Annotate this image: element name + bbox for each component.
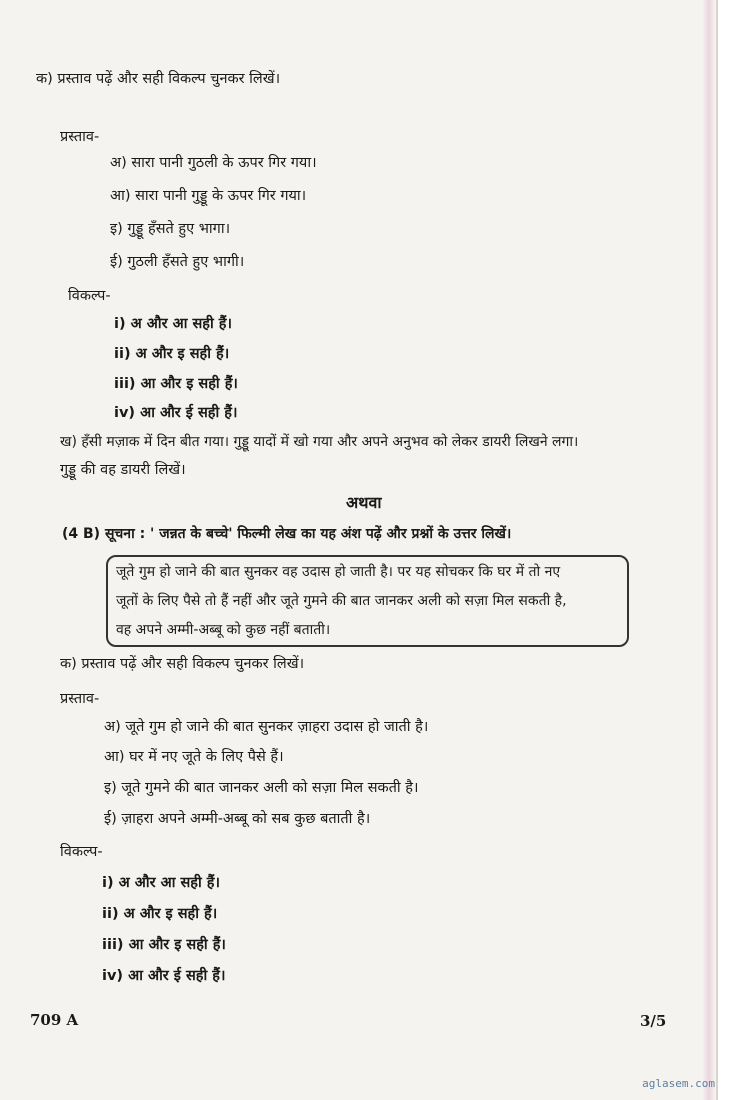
page-number: 3/5 — [640, 1012, 667, 1030]
watermark: aglasem.com — [642, 1077, 715, 1090]
part-a-statement: ई) गुठली हँसते हुए भागी। — [110, 254, 245, 270]
section-4b-statement: अ) जूते गुम हो जाने की बात सुनकर ज़ाहरा उदास हो जाती है। — [104, 719, 429, 735]
part-a-option: ii) अ और इ सही हैं। — [114, 346, 230, 362]
footer-code: 709 A — [30, 1011, 79, 1029]
section-4b-statement: इ) जूते गुमने की बात जानकर अली को सज़ा मिल सकती है। — [104, 780, 419, 796]
section-4b-instruction: क) प्रस्ताव पढ़ें और सही विकल्प चुनकर लिखें। — [60, 656, 305, 672]
section-4b-vikalp-label: विकल्प- — [60, 844, 103, 860]
part-a-statement: इ) गुड्डू हँसते हुए भागा। — [110, 221, 231, 237]
part-b-line2: गुड्डू की वह डायरी लिखें। — [60, 462, 186, 478]
passage-line: वह अपने अम्मी-अब्बू को कुछ नहीं बताती। — [116, 622, 331, 638]
part-a-prastav-label: प्रस्ताव- — [60, 129, 100, 145]
section-4b-option: ii) अ और इ सही हैं। — [102, 906, 218, 922]
page-edge — [703, 0, 716, 1100]
part-a-instruction: क) प्रस्ताव पढ़ें और सही विकल्प चुनकर लिखें। — [36, 71, 281, 87]
passage-line: जूतों के लिए पैसे तो हैं नहीं और जूते गुमने की बात जानकर अली को सज़ा मिल सकती है, — [116, 593, 567, 609]
part-a-option: iv) आ और ई सही हैं। — [114, 405, 238, 421]
athva-heading: अथवा — [346, 493, 382, 512]
passage-line: जूते गुम हो जाने की बात सुनकर वह उदास हो जाती है। पर यह सोचकर कि घर में तो नए — [116, 564, 561, 580]
section-4b-option: i) अ और आ सही हैं। — [102, 875, 220, 891]
part-a-statement: अ) सारा पानी गुठली के ऊपर गिर गया। — [110, 155, 317, 171]
section-4b-statement: ई) ज़ाहरा अपने अम्मी-अब्बू को सब कुछ बताती है। — [104, 811, 371, 827]
part-b-line1: ख) हँसी मज़ाक में दिन बीत गया। गुड्डू यादों में खो गया और अपने अनुभव को लेकर डायरी लिखने लगा। — [60, 434, 579, 450]
section-4b-option: iv) आ और ई सही हैं। — [102, 968, 226, 984]
part-a-option: iii) आ और इ सही हैं। — [114, 376, 238, 392]
part-a-statement: आ) सारा पानी गुड्डू के ऊपर गिर गया। — [110, 188, 307, 204]
section-4b-statement: आ) घर में नए जूते के लिए पैसे हैं। — [104, 749, 284, 765]
part-a-option: i) अ और आ सही हैं। — [114, 316, 232, 332]
section-4b-option: iii) आ और इ सही हैं। — [102, 937, 226, 953]
part-a-vikalp-label: विकल्प- — [68, 288, 111, 304]
section-4b-prastav-label: प्रस्ताव- — [60, 691, 100, 707]
section-4b-heading: (4 B) सूचना : ' जन्नत के बच्चे' फिल्मी लेख का यह अंश पढ़ें और प्रश्नों के उत्तर लिखें। — [62, 526, 512, 542]
